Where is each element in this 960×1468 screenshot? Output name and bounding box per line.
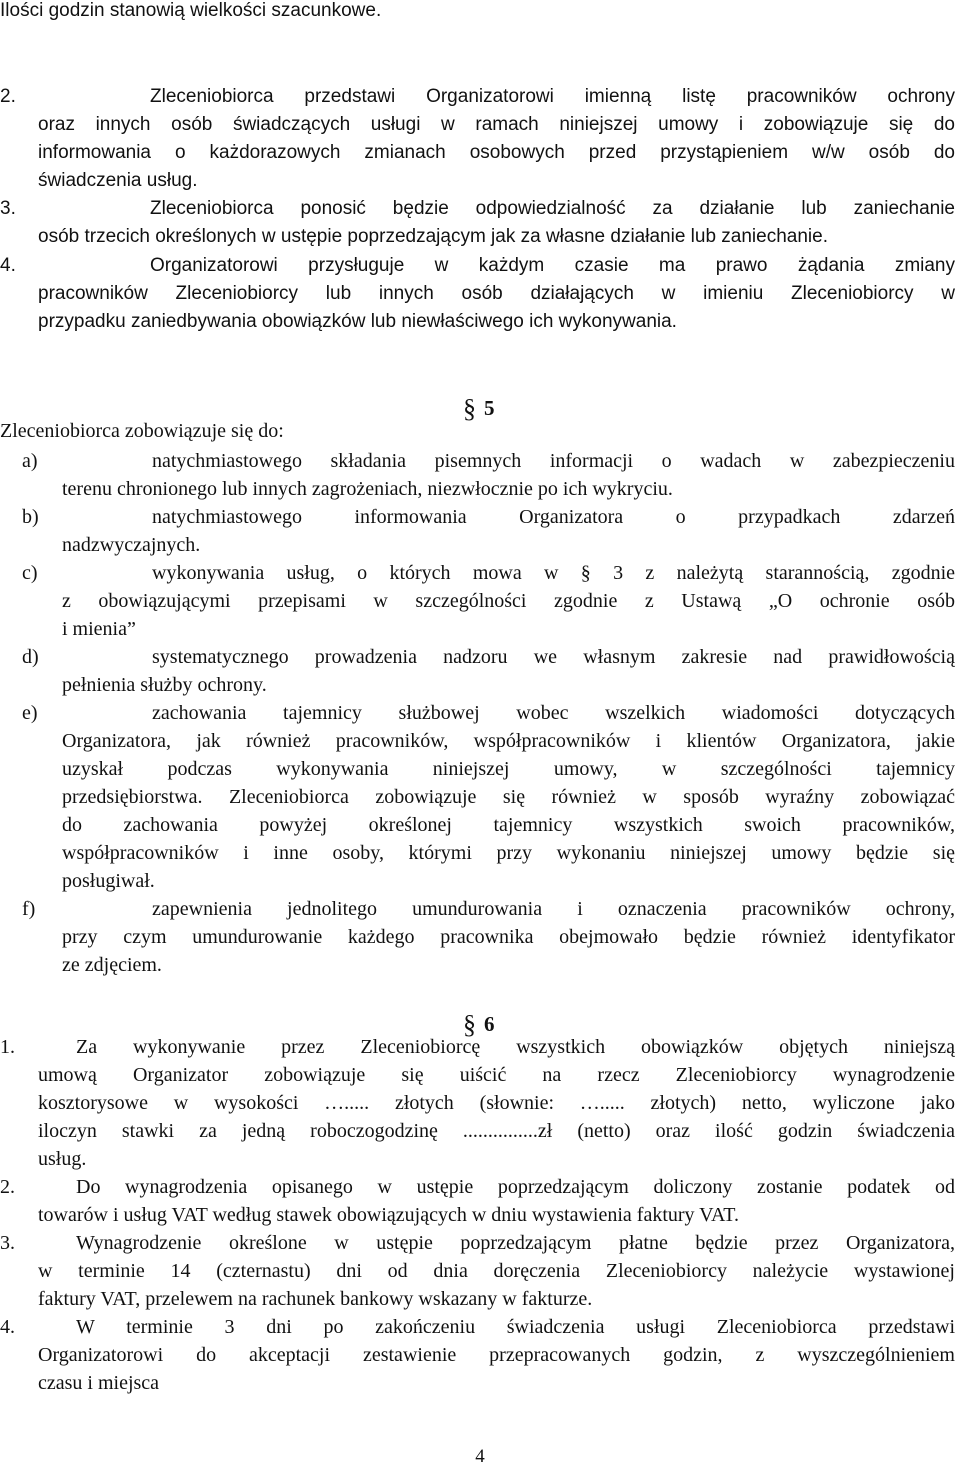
paragraph-3-line: Zleceniobiorca ponosić będzie odpowiedzialność za działanie lub zaniechanie bbox=[150, 198, 955, 219]
paragraph-3-number: 3. bbox=[0, 198, 16, 219]
list-item-line: Organizatorowi do akceptacji zestawienie przepracowanych godzin, z wyszczególnieniem bbox=[38, 1344, 955, 1366]
list-item-line: Wynagrodzenie określone w ustępie poprzedzającym płatne będzie przez Organizatora, bbox=[76, 1232, 955, 1254]
list-item-line: Organizatora, jak również pracowników, współpracowników i klientów Organizatora, jakie bbox=[62, 730, 955, 752]
paragraph-3-line: osób trzecich określonych w ustępie poprzedzającym jak za własne działanie lub zaniechanie. bbox=[38, 226, 828, 247]
list-item-line: uzyskał podczas wykonywania niniejszej umowy, w szczególności tajemnicy bbox=[62, 758, 955, 780]
list-item-line: w terminie 14 (czternastu) dni od dnia doręczenia Zleceniobiorcy należycie wystawionej bbox=[38, 1260, 955, 1282]
paragraph-2-line: oraz innych osób świadczących usługi w ramach niniejszej umowy i zobowiązuje się do bbox=[38, 114, 955, 135]
paragraph-2-line: Zleceniobiorca przedstawi Organizatorowi imienną listę pracowników ochrony bbox=[150, 86, 955, 107]
list-item-label: 4. bbox=[0, 1316, 15, 1338]
list-item-label: 1. bbox=[0, 1036, 15, 1058]
section-5-heading bbox=[463, 392, 495, 422]
section-sign-icon: § bbox=[463, 1010, 476, 1039]
paragraph-4-line: Organizatorowi przysługuje w każdym czasie ma prawo żądania zmiany bbox=[150, 255, 955, 276]
list-item-line: do zachowania powyżej określonej tajemnicy wszystkich swoich pracowników, bbox=[62, 814, 955, 836]
list-item-label: b) bbox=[22, 506, 39, 528]
section-5-number: 5 bbox=[484, 396, 495, 420]
paragraph-2-line: świadczenia usług. bbox=[38, 170, 198, 191]
list-item-label: e) bbox=[22, 702, 38, 724]
list-item-line: systematycznego prowadzenia nadzoru we własnym zakresie nad prawidłowością bbox=[152, 646, 955, 668]
list-item-line: natychmiastowego informowania Organizatora o przypadkach zdarzeń bbox=[152, 506, 955, 528]
list-item-line: iloczyn stawki za jedną roboczogodzinę ...............zł (netto) oraz ilość godzin świadczenia bbox=[38, 1120, 955, 1142]
list-item-label: 2. bbox=[0, 1176, 15, 1198]
list-item-label: a) bbox=[22, 450, 38, 472]
list-item-line: umową Organizator zobowiązuje się uiścić na rzecz Zleceniobiorcy wynagrodzenie bbox=[38, 1064, 955, 1086]
list-item-label: c) bbox=[22, 562, 38, 584]
list-item-line: towarów i usług VAT według stawek obowiązujących w dniu wystawienia faktury VAT. bbox=[38, 1204, 740, 1226]
list-item-line: z obowiązującymi przepisami w szczególności zgodnie z Ustawą „O ochronie osób bbox=[62, 590, 955, 612]
list-item-line: przy czym umundurowanie każdego pracownika obejmowało będzie również identyfikator bbox=[62, 926, 955, 948]
list-item-line: Za wykonywanie przez Zleceniobiorcę wszystkich obowiązków objętych niniejszą bbox=[76, 1036, 955, 1058]
list-item-line: natychmiastowego składania pisemnych informacji o wadach w zabezpieczeniu bbox=[152, 450, 955, 472]
list-item-line: W terminie 3 dni po zakończeniu świadczenia usługi Zleceniobiorca przedstawi bbox=[76, 1316, 955, 1338]
list-item-line: pełnienia służby ochrony. bbox=[62, 674, 267, 696]
list-item-line: terenu chronionego lub innych zagrożeniach, niezwłocznie po ich wykryciu. bbox=[62, 478, 673, 500]
list-item-line: Do wynagrodzenia opisanego w ustępie poprzedzającym doliczony zostanie podatek od bbox=[76, 1176, 955, 1198]
list-item-line: zapewnienia jednolitego umundurowania i oznaczenia pracowników ochrony, bbox=[152, 898, 955, 920]
list-item-line: współpracowników i inne osoby, którymi przy wykonaniu niniejszej umowy będzie się bbox=[62, 842, 955, 864]
paragraph-2-number: 2. bbox=[0, 86, 16, 107]
list-item-line: przedsiębiorstwa. Zleceniobiorca zobowiązuje się również w sposób wyraźny zobowiązać bbox=[62, 786, 955, 808]
list-item-label: 3. bbox=[0, 1232, 15, 1254]
list-item-line: ze zdjęciem. bbox=[62, 954, 162, 976]
section-5-intro: Zleceniobiorca zobowiązuje się do: bbox=[0, 420, 284, 442]
list-item-line: czasu i miejsca bbox=[38, 1372, 160, 1394]
paragraph-4-line: przypadku zaniedbywania obowiązków lub niewłaściwego ich wykonywania. bbox=[38, 311, 677, 332]
list-item-line: nadzwyczajnych. bbox=[62, 534, 201, 556]
list-item-line: kosztorysowe w wysokości …..... złotych (słownie: …..... złotych) netto, wyliczone jako bbox=[38, 1092, 955, 1114]
paragraph-4-number: 4. bbox=[0, 255, 16, 276]
list-item-label: f) bbox=[22, 898, 36, 920]
section-6-number: 6 bbox=[484, 1012, 495, 1036]
section-6-heading bbox=[463, 1008, 495, 1038]
paragraph-2-line: informowania o każdorazowych zmianach osobowych przed przystąpieniem w/w osób do bbox=[38, 142, 955, 163]
list-item-line: wykonywania usług, o których mowa w § 3 z należytą starannością, zgodnie bbox=[152, 562, 955, 584]
list-item-line: i mienia” bbox=[62, 618, 136, 640]
section-sign-icon: § bbox=[463, 394, 476, 423]
paragraph-4-line: pracowników Zleceniobiorcy lub innych osób działających w imieniu Zleceniobiorcy w bbox=[38, 283, 955, 304]
list-item-line: usług. bbox=[38, 1148, 87, 1170]
list-item-line: zachowania tajemnicy służbowej wobec wszelkich wiadomości dotyczących bbox=[152, 702, 955, 724]
page-number: 4 bbox=[475, 1446, 485, 1467]
list-item-label: d) bbox=[22, 646, 39, 668]
intro-text: Ilości godzin stanowią wielkości szacunkowe. bbox=[0, 0, 382, 21]
list-item-line: faktury VAT, przelewem na rachunek bankowy wskazany w fakturze. bbox=[38, 1288, 593, 1310]
list-item-line: posługiwał. bbox=[62, 870, 155, 892]
